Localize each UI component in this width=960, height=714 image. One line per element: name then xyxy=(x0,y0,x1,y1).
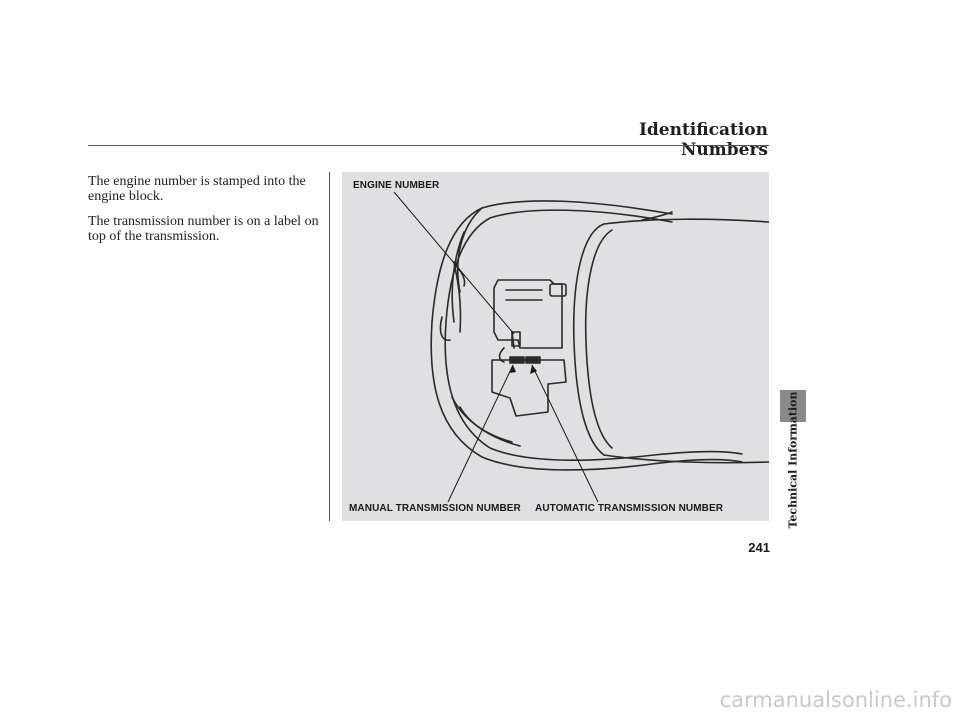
header-divider xyxy=(88,145,769,146)
engine-number-callout: ENGINE NUMBER xyxy=(353,180,440,191)
engine-number-paragraph: The engine number is stamped into the engine block. xyxy=(88,174,306,204)
engine-bay-illustration xyxy=(342,172,769,521)
windshield xyxy=(574,224,604,455)
watermark: carmanualsonline.info xyxy=(719,688,952,712)
page-number: 241 xyxy=(748,540,770,555)
engine-leader xyxy=(394,192,514,334)
section-side-label-text: Technical Information xyxy=(786,391,800,529)
manual-transmission-callout: MANUAL TRANSMISSION NUMBER xyxy=(349,503,521,514)
automatic-transmission-callout: AUTOMATIC TRANSMISSION NUMBER xyxy=(535,503,724,514)
automatic-transmission-label-patch xyxy=(526,357,540,363)
transmission-housing xyxy=(492,360,566,416)
column-divider xyxy=(329,172,330,521)
transmission-number-paragraph: The transmission number is on a label on top of the transmission. xyxy=(88,214,319,244)
hood-inner-edge xyxy=(445,210,742,460)
section-title: Identification Numbers xyxy=(638,120,768,160)
manual-transmission-label-patch xyxy=(510,357,524,363)
car-engine-bay-drawing xyxy=(342,172,769,521)
manual-leader xyxy=(448,365,513,502)
